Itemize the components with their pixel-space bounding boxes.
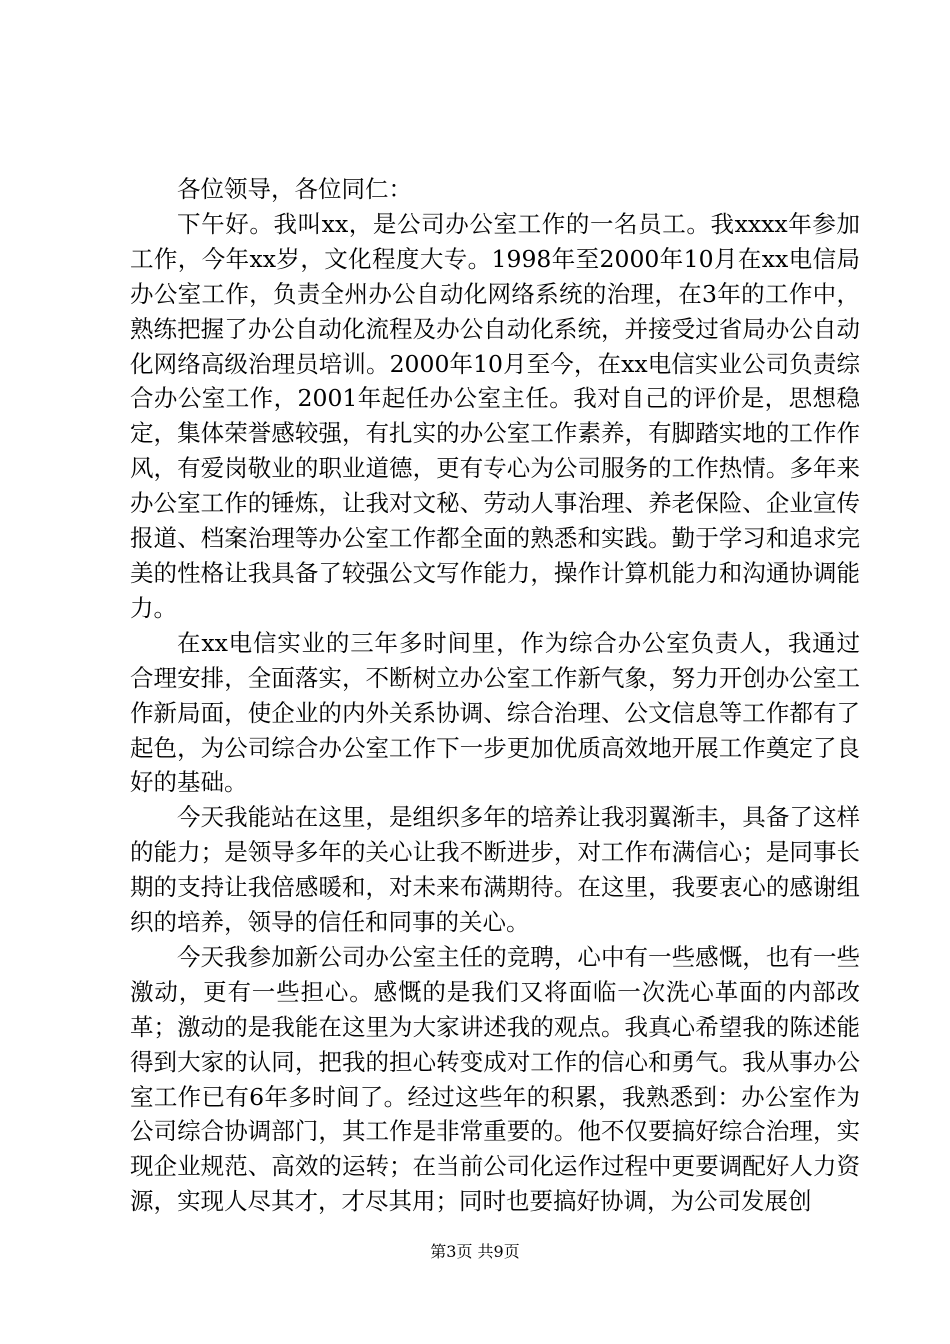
document-body [130, 172, 860, 1219]
page-number-footer: 第3页 共9页 [430, 1242, 520, 1261]
paragraph-gratitude: 今天我能站在这里，是组织多年的培养让我羽翼渐丰，具备了这样的能力；是领导多年的关心让我不断进步，对工作布满信心；是同事长期的支持让我倍感暖和，对未来布满期待。在这里，我要衷心的感谢组织的培养，领导的信任和同事的关心。 [130, 803, 860, 937]
paragraph-self-introduction: 下午好。我叫xx，是公司办公室工作的一名员工。我xxxx年参加工作，今年xx岁，文化程度大专。1998年至2000年10月在xx电信局办公室工作，负责全州办公自动化网络系统的治理，在3年的工作中，熟练把握了办公自动化流程及办公自动化系统，并接受过省局办公自动化网络高级治理员培训。2000年10月至今，在xx电信实业公司负责综合办公室工作，2001年起任办公室主任。我对自己的评价是，思想稳定，集体荣誉感较强，有扎实的办公室工作素养，有脚踏实地的工作作风，有爱岗敬业的职业道德，更有专心为公司服务的工作热情。多年来办公室工作的锤炼，让我对文秘、劳动人事治理、养老保险、企业宣传报道、档案治理等办公室工作都全面的熟悉和实践。勤于学习和追求完美的性格让我具备了较强公文写作能力，操作计算机能力和沟通协调能力。 [130, 209, 860, 622]
paragraph-competition: 今天我参加新公司办公室主任的竞聘，心中有一些感慨，也有一些激动，更有一些担心。感慨的是我们又将面临一次洗心革面的内部改革；激动的是我能在这里为大家讲述我的观点。我真心希望我的陈述能得到大家的认同，把我的担心转变成对工作的信心和勇气。我从事办公室工作已有6年多时间了。经过这些年的积累，我熟悉到：办公室作为公司综合协调部门，其工作是非常重要的。他不仅要搞好综合治理，实现企业规范、高效的运转；在当前公司化运作过程中更要调配好人力资源，实现人尽其才，才尽其用；同时也要搞好协调，为公司发展创 [130, 942, 860, 1216]
salutation: 各位领导，各位同仁： [177, 175, 412, 203]
paragraph-work-experience: 在xx电信实业的三年多时间里，作为综合办公室负责人，我通过合理安排，全面落实，不断树立办公室工作新气象，努力开创办公室工作新局面，使企业的内外关系协调、综合治理、公文信息等工作都有了起色，为公司综合办公室工作下一步更加优质高效地开展工作奠定了良好的基础。 [130, 628, 860, 797]
